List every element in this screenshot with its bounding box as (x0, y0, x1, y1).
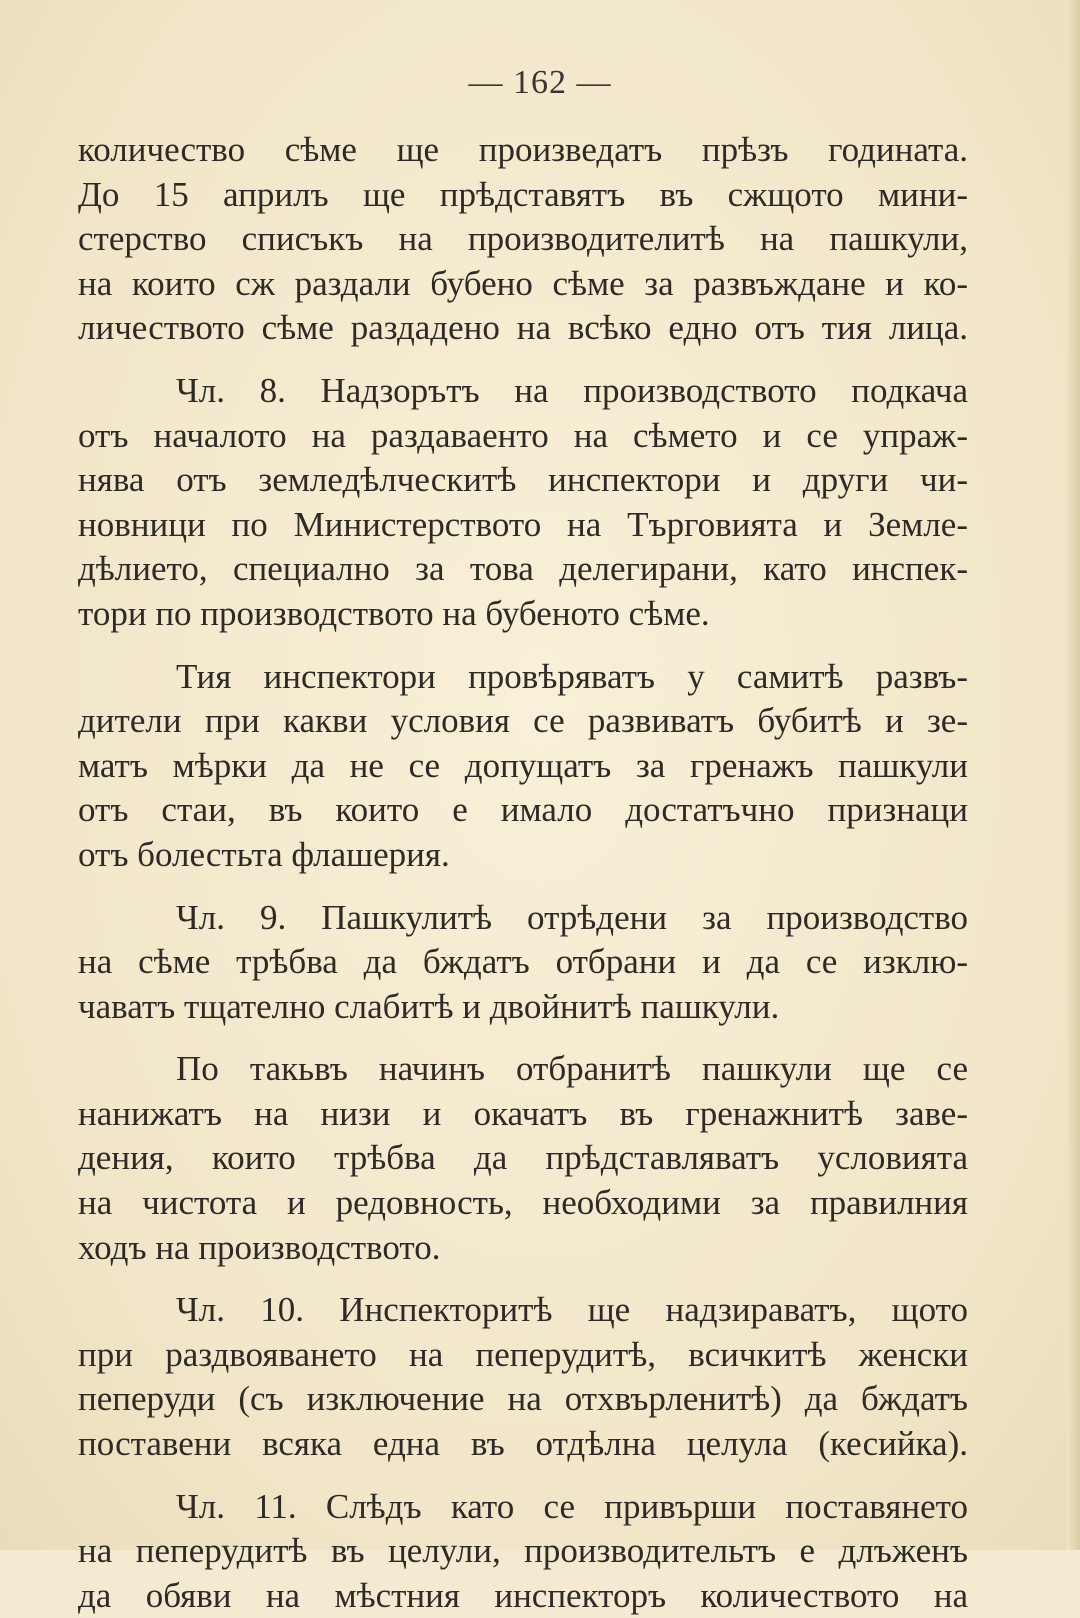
text-line: поставени всяка една въ отдѣлна целула (кесийка). (78, 1424, 968, 1464)
text-line: на чистота и редовность, необходими за правилния (78, 1183, 968, 1223)
page-number: — 162 — (468, 64, 612, 101)
paragraph-cocoons (78, 1047, 968, 1270)
text-line: отъ началото на раздаваенто на сѣмето и се упраж- (78, 415, 968, 455)
paragraph-article-11 (78, 1485, 968, 1618)
page-edge (1066, 0, 1080, 1550)
text-line: пеперуди (съ изключение на отхвърленитѣ) да бждатъ (78, 1379, 968, 1419)
text-line: новници по Министерството на Търговията и Земле- (78, 504, 968, 544)
text-line: да обяви на мѣстния инспекторъ количеството на (78, 1575, 968, 1615)
text-line: на които сж раздали бубено сѣме за развъждане и ко- (78, 263, 968, 303)
text-line: при раздвояването на пеперудитѣ, всичкитѣ женски (78, 1334, 968, 1374)
paragraph-article-8 (78, 369, 968, 637)
text-line: на пеперудитѣ въ целули, производительтъ е длъженъ (78, 1531, 968, 1571)
text-line: До 15 априлъ ще прѣдставятъ въ сжщото мини- (78, 174, 968, 214)
text-line: По такьвъ начинъ отбранитѣ пашкули ще се (176, 1049, 968, 1089)
text-line: дѣлието, специално за това делегирани, като инспек- (78, 549, 968, 589)
paragraph-article-10 (78, 1288, 968, 1466)
text-line: количество сѣме ще произведатъ прѣзъ годината. (78, 130, 968, 169)
paragraph-article-9 (78, 896, 968, 1030)
text-line: личеството сѣме раздадено на всѣко едно отъ тия лица. (78, 308, 968, 348)
text-line: тори по производството на бубеното сѣме. (78, 593, 710, 633)
text-line: отъ болестьта флашерия. (78, 834, 450, 874)
text-line: нанижатъ на низи и окачатъ въ гренажнитѣ заве- (78, 1093, 968, 1133)
text-line: отъ стаи, въ които е имало достатъчно признаци (78, 790, 968, 830)
paragraph-gap (78, 1467, 968, 1485)
text-line: Чл. 11. Слѣдъ като се привърши поставянето (176, 1486, 968, 1526)
paragraph-inspectors (78, 655, 968, 878)
text-body (78, 128, 968, 1618)
text-line: ходъ на производството. (78, 1227, 441, 1267)
paragraph-gap (78, 351, 968, 369)
text-line: дения, които трѣбва да прѣдставляватъ условията (78, 1138, 968, 1178)
paragraph-gap (78, 637, 968, 655)
text-line: матъ мѣрки да не се допущатъ за гренажъ пашкули (78, 745, 968, 785)
text-line: Чл. 8. Надзорътъ на производството подкача (176, 370, 968, 410)
paragraph-gap (78, 1029, 968, 1047)
text-line: чаватъ тщателно слабитѣ и двойнитѣ пашкули. (78, 986, 780, 1026)
text-line: стерство списъкъ на производителитѣ на пашкули, (78, 219, 968, 259)
text-line: дители при какви условия се развиватъ бубитѣ и зе- (78, 701, 968, 741)
text-line: Чл. 10. Инспекторитѣ ще надзираватъ, щото (176, 1290, 968, 1330)
text-line: на сѣме трѣбва да бждатъ отбрани и да се изклю- (78, 942, 968, 982)
paragraph-continuation (78, 128, 968, 351)
text-line: Чл. 9. Пашкулитѣ отрѣдени за производство (176, 897, 968, 937)
paragraph-gap (78, 878, 968, 896)
text-line: Тия инспектори провѣряватъ у самитѣ развъ- (176, 656, 968, 696)
paragraph-gap (78, 1270, 968, 1288)
text-line: нява отъ земледѣлческитѣ инспектори и други чи- (78, 460, 968, 500)
